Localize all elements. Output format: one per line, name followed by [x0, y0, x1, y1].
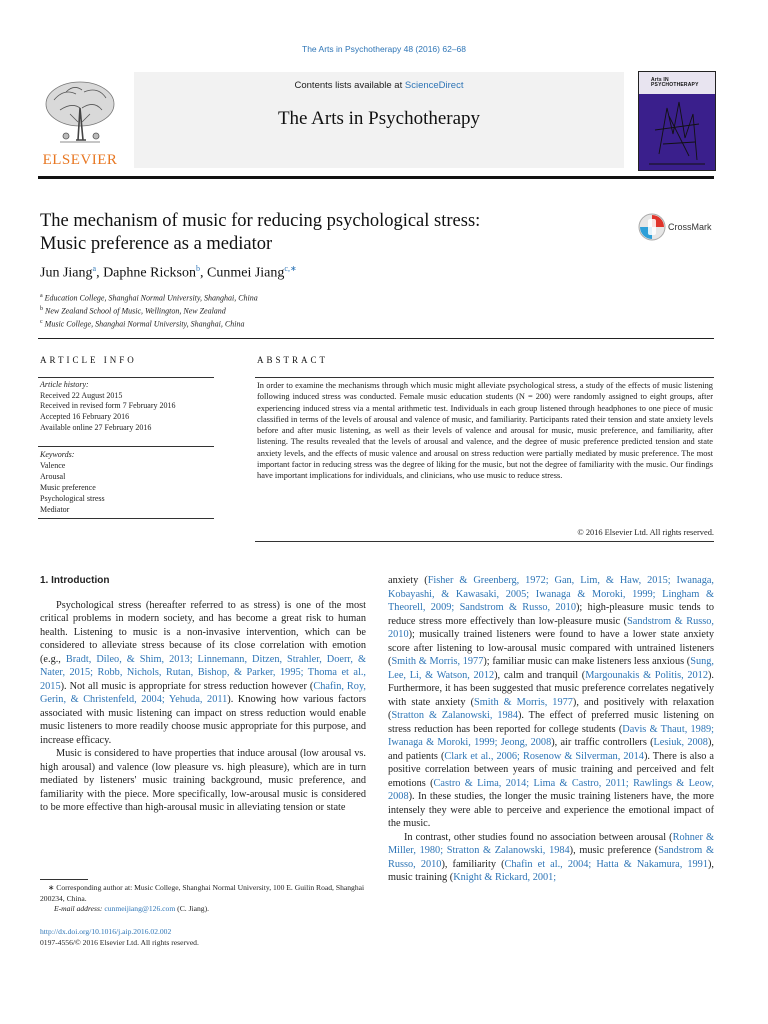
- keyword: Valence: [40, 460, 66, 470]
- paragraph-text: ), familiarity (: [441, 858, 505, 870]
- paragraph-text: ); high-pleasure music tends to reduce stress more effectively than low-pleasure music (: [388, 602, 714, 627]
- paragraph-text: ); musically trained listeners were found to have a lower state anxiety score after listening to low-arousal music compared with untrained listeners (: [388, 629, 714, 667]
- email-link[interactable]: cunmeijiang@126.com: [104, 904, 176, 913]
- keyword: Music preference: [40, 482, 96, 492]
- history-item: Received in revised form 7 February 2016: [40, 401, 176, 411]
- author-affiliation-marker[interactable]: c,∗: [284, 264, 297, 273]
- crossmark-icon: [638, 212, 666, 242]
- author-name: Daphne Rickson: [103, 265, 196, 281]
- history-item: Accepted 16 February 2016: [40, 412, 130, 422]
- paragraph-text: ); familiar music can make listeners less anxious (: [483, 656, 691, 667]
- contents-prefix: Contents lists available at: [294, 80, 403, 91]
- paragraph: [388, 574, 714, 831]
- sciencedirect-link[interactable]: ScienceDirect: [404, 80, 464, 91]
- paragraph-text: In contrast, other studies found no association between arousal (: [404, 831, 673, 843]
- citation-link[interactable]: Lesiuk, 2008: [653, 737, 708, 748]
- journal-reference[interactable]: The Arts in Psychotherapy 48 (2016) 62–68: [302, 44, 466, 54]
- citation-link[interactable]: Sandstrom & Russo, 2010: [388, 615, 714, 640]
- paragraph-text: Music is considered to have properties that induce arousal (low arousal vs. high arousal) and valence (low pleasure vs. high pleasure), which are in turn mediated by listeners' music training background, music preference, and familiarity with the piece. More specifically, low-arousal music is considered to be more effective than high-arousal music in alleviating tension or state: [40, 748, 366, 813]
- citation-link[interactable]: Margounakis & Politis, 2012: [585, 669, 708, 681]
- journal-cover-image[interactable]: [638, 71, 716, 171]
- affiliation-line: $^b$ New Zealand School of Music, Wellington, New Zealand: [40, 306, 226, 316]
- history-heading: Article history:: [40, 380, 89, 389]
- body-column-right: [388, 574, 714, 885]
- article-info-rule: [38, 518, 214, 519]
- doi-block: [40, 926, 199, 948]
- email-label: E-mail address:: [54, 904, 103, 913]
- abstract-heading: ABSTRACT: [257, 355, 329, 365]
- journal-header: [134, 72, 624, 168]
- citation-link[interactable]: Smith & Morris, 1977: [391, 656, 484, 667]
- paragraph-text: anxiety (: [388, 575, 428, 586]
- citation-link[interactable]: Bradt, Dileo, & Shim, 2013; Linnemann, Ditzen, Strahler, Doerr, & Nater, 2015; Robb, Nichols, Rutan, Bishop, & Parker, 1995; Thoma et al., 2015: [40, 653, 366, 692]
- paragraph-text: ). Not all music is appropriate for stress reduction however (: [60, 680, 314, 692]
- paragraph-text: ). The effect of preferred music listening on stress reduction has been reported for college students (: [388, 710, 715, 735]
- affiliation-line: $^a$ Education College, Shanghai Normal University, Shanghai, China: [40, 293, 258, 303]
- article-title: [40, 210, 600, 256]
- abstract-copyright: © 2016 Elsevier Ltd. All rights reserved.: [577, 528, 714, 537]
- journal-title: The Arts in Psychotherapy: [277, 108, 481, 129]
- author-name: Jun Jiang: [40, 265, 93, 281]
- paragraph-text: ), calm and tranquil (: [494, 669, 586, 681]
- paragraph-text: ), music training (: [388, 858, 714, 883]
- abstract-rule: [255, 377, 714, 378]
- corresponding-author-footnote: [40, 883, 366, 915]
- paragraph-text: ), air traffic controllers (: [551, 737, 654, 748]
- citation-link[interactable]: Castro & Lima, 2014; Lima & Castro, 2011; Rawlings & Leow, 2008: [388, 777, 714, 802]
- citation-link[interactable]: Fisher & Greenberg, 1972; Gan, Lim, & Haw, 2015; Iwanaga, Kobayashi, & Kawasaki, 2005; Iwanaga & Moroki, 1999; Lingham & Theorell, 2009; Sandstrom & Russo, 2010: [388, 575, 714, 613]
- history-item: Available online 27 February 2016: [40, 422, 152, 432]
- paragraph-text: ), music preference (: [569, 845, 659, 856]
- keywords-heading: Keywords:: [40, 450, 75, 459]
- body-column-left: [40, 574, 366, 815]
- paragraph-text: Psychological stress (hereafter referred to as stress) is one of the most critical problems in modern society, and has become a great risk to human health. Listening to music is a non-invasive intervention, which can be considered to alleviate stress because of its close correlation with emotion (e.g.,: [40, 599, 366, 665]
- citation-link[interactable]: Knight & Rickard, 2001;: [453, 872, 557, 883]
- paragraph-text: ). Knowing how various factors associated with music listening can impact on stress reduction would enable music listeners to more readily choose music appropriate for this purpose, and increase efficacy.: [40, 694, 367, 746]
- article-history: [40, 380, 176, 434]
- author-affiliation-marker[interactable]: b: [196, 264, 200, 273]
- keywords: [40, 450, 105, 515]
- article-info-heading: ARTICLE INFO: [40, 355, 137, 365]
- citation-link[interactable]: Chafin, Roy, Gerin, & Christenfeld, 2004; Yehuda, 2011: [40, 680, 366, 705]
- citation-link[interactable]: Clark et al., 2006; Rosenow & Silverman, 2014: [444, 750, 644, 762]
- doi-link[interactable]: http://dx.doi.org/10.1016/j.aip.2016.02.002: [40, 927, 172, 936]
- paragraph-text: ). In these studies, the longer the music training listeners have, the more intensely they were able to perceive and experience the emotional impact of the music.: [388, 791, 714, 829]
- article-info-rule: [38, 446, 214, 447]
- section-heading: 1. Introduction: [40, 575, 110, 586]
- email-line: [40, 904, 366, 915]
- footnote-divider: [40, 879, 88, 880]
- author-name: Cunmei Jiang: [207, 265, 285, 281]
- author-list: Jun Jiang$^a$, Daphne Rickson$^b$, Cunmei Jiang$^{c,∗}$: [40, 264, 297, 281]
- affiliation-divider: [38, 338, 714, 339]
- corresponding-address: ∗ Corresponding author at: Music College, Shanghai Normal University, 100 E. Guilin Road, Shanghai 200234, China.: [40, 883, 365, 903]
- keyword: Psychological stress: [40, 493, 105, 503]
- elsevier-tree-icon: [40, 78, 120, 150]
- article-title-line-2: Music preference as a mediator: [40, 234, 273, 254]
- crossmark-label: CrossMark: [668, 222, 712, 232]
- paragraph-text: ), and patients (: [388, 737, 714, 762]
- issn-line: 0197-4556/© 2016 Elsevier Ltd. All rights reserved.: [40, 938, 199, 947]
- citation-link[interactable]: Chafin et al., 2004; Hatta & Nakamura, 1991: [504, 858, 708, 870]
- citation-link[interactable]: Sung, Lee, Li, & Watson, 2012: [388, 656, 714, 681]
- paragraph: [40, 747, 366, 815]
- paragraph: [40, 599, 366, 748]
- affiliations: [40, 291, 258, 330]
- citation-link[interactable]: Sandstrom & Russo, 2010: [388, 845, 714, 870]
- crossmark-badge[interactable]: [638, 212, 718, 244]
- contents-available-line: [134, 80, 624, 91]
- history-item: Received 22 August 2015: [40, 390, 123, 400]
- header-divider: [38, 176, 714, 179]
- affiliation-line: $^c$ Music College, Shanghai Normal University, Shanghai, China: [40, 319, 245, 329]
- email-suffix: (C. Jiang).: [177, 904, 210, 913]
- abstract-text: In order to examine the mechanisms through which music might alleviate psychological stress, a study of the effects of music listening following induced stress was conducted. Female music education students (N = 200) were randomly assigned to eight groups, after experiencing induced stress via a mental arithmetic test. Individuals in each group listened through headphones to one piece of music classified in terms of the levels of arousal and valence of music, and familiarity. Participants rated their tension and state anxiety levels before and after music listening, as well as their levels of valence and arousal for music, music preference, and familiarity, after listening. The results revealed that the levels of arousal and valence, and the degree of music preference predicted tension and state anxiety levels, and the effects of music valence and arousal on stress reduction were partially mediated by music preference. The most important factor in reducing stress was the degree of liking for the music, but not the degree of familiarity with the music. Our findings have important implications for individuals, and clinicians, who use music to reduce stress.: [257, 381, 713, 481]
- citation-link[interactable]: Stratton & Zalanowski, 1984: [391, 710, 518, 721]
- paragraph-text: ). There is also a positive correlation between years of music training and perceived and felt emotions (: [388, 750, 714, 789]
- elsevier-wordmark: ELSEVIER: [42, 152, 118, 168]
- elsevier-logo: [38, 78, 122, 170]
- cover-art-icon: [639, 94, 715, 170]
- citation-link[interactable]: Smith & Morris, 1977: [474, 696, 573, 708]
- cover-title: Arts IN PSYCHOTHERAPY: [651, 77, 699, 88]
- paragraph-text: ), and positively with relaxation (: [388, 696, 714, 721]
- author-affiliation-marker[interactable]: a: [92, 264, 97, 273]
- abstract-rule: [255, 541, 714, 542]
- article-info-rule: [38, 377, 214, 378]
- keyword: Mediator: [40, 504, 70, 514]
- paragraph: [388, 831, 714, 885]
- citation-link[interactable]: Rohner & Miller, 1980; Stratton & Zalanowski, 1984: [388, 831, 714, 856]
- keyword: Arousal: [40, 471, 66, 481]
- article-title-line-1: The mechanism of music for reducing psychological stress:: [40, 211, 481, 231]
- paragraph-text: ). Furthermore, it has been suggested that music preference correlates negatively with state anxiety (: [388, 669, 714, 708]
- citation-link[interactable]: Davis & Thaut, 1989; Iwanaga & Moroki, 1999; Jeong, 2008: [388, 723, 714, 748]
